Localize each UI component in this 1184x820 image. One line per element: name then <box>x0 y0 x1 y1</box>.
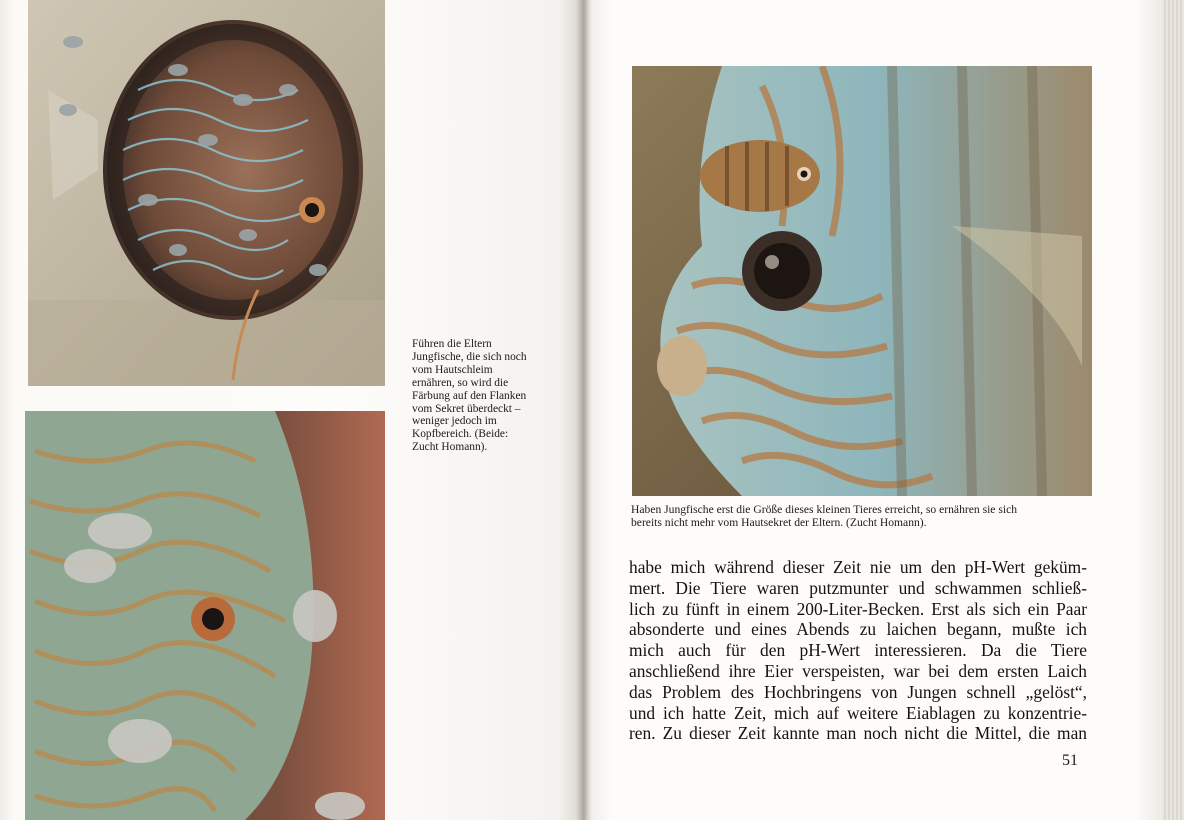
left-photo-caption <box>412 338 560 454</box>
caption-line: vom Sekret überdeckt – <box>412 402 521 415</box>
caption-line: Kopfbereich. (Beide: <box>412 428 509 441</box>
body-line: ren. Zu dieser Zeit kannte man noch nicht die Mittel, die man <box>629 723 1087 744</box>
body-line: absonderte und eines Abends zu laichen begann, mußte ich <box>629 619 1087 640</box>
book-gutter <box>576 0 592 820</box>
photo-discus-face-juvenile <box>632 66 1092 496</box>
caption-line: Führen die Eltern <box>412 338 492 350</box>
caption-line: Zucht Homann). <box>412 441 488 454</box>
page-edges <box>1162 0 1184 820</box>
photo-discus-with-fry <box>28 0 385 386</box>
body-line: lich zu fünft in einem 200-Liter-Becken. Erst als sich ein Paar <box>629 598 1087 619</box>
page-number: 51 <box>1062 752 1078 769</box>
body-line: das Problem des Hochbringens von Jungen schnell „gelöst“, <box>629 681 1087 702</box>
body-paragraph <box>629 557 1087 744</box>
body-line: anschließend ihre Eier verspeisten, war bei dem ersten Laich <box>629 660 1087 681</box>
photo-discus-head-fry <box>25 411 385 820</box>
caption-line: vom Hautschleim <box>412 363 493 376</box>
caption-line: ernähren, so wird die <box>412 376 509 389</box>
body-line: und ich hatte Zeit, mich auf weitere Eiablagen zu konzentrie- <box>629 702 1087 723</box>
caption-line: weniger jedoch im <box>412 415 497 428</box>
body-line: mich auch für den pH-Wert interessieren. Da die Tiere <box>629 640 1087 661</box>
caption-line: Haben Jungfische erst die Größe dieses kleinen Tieres erreicht, so ernähren sie sich <box>631 503 1018 516</box>
right-photo-caption <box>631 503 1093 530</box>
body-line: mert. Die Tiere waren putzmunter und schwammen schließ- <box>629 577 1087 598</box>
caption-line: Färbung auf den Flanken <box>412 389 527 402</box>
caption-line: Jungfische, die sich noch <box>412 350 527 363</box>
caption-line: bereits nicht mehr vom Hautsekret der Eltern. (Zucht Homann). <box>631 516 927 530</box>
body-line: habe mich während dieser Zeit nie um den pH-Wert geküm- <box>629 557 1087 577</box>
